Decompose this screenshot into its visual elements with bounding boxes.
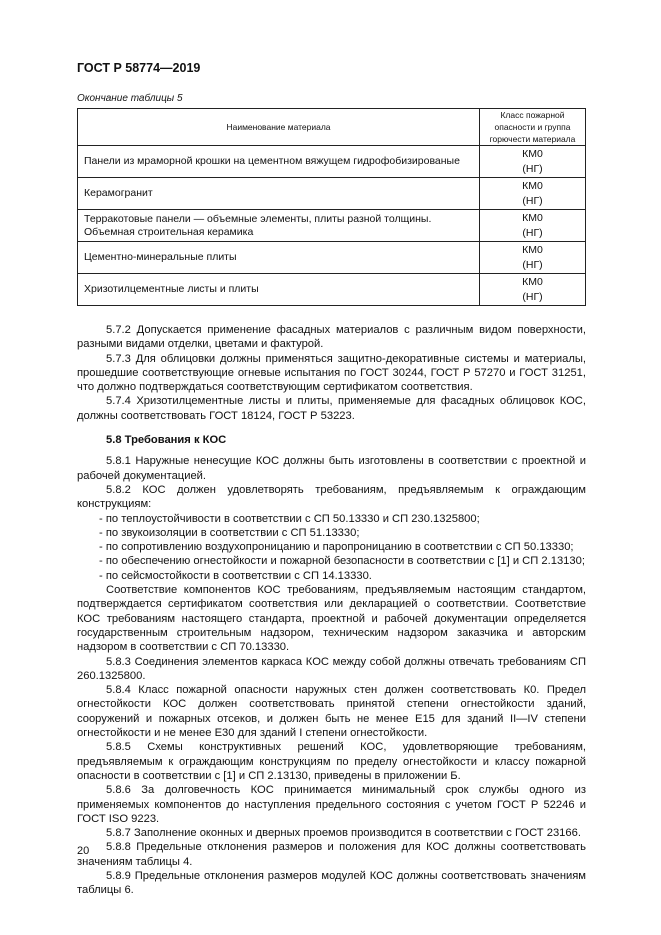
flammability-group: (НГ): [522, 258, 543, 271]
paragraph-5-8-4: 5.8.4 Класс пожарной опасности наружных стен должен соответствовать К0. Предел огнестойкости КОС должен соответствовать принятой степени огнестойкости зданий, сооружений и пожарных отсеков, и должен быть не менее Е15 для зданий II—IV степени огнестойкости и не менее Е30 для зданий I степени огнестойкости.: [77, 684, 586, 740]
flammability-group: (НГ): [522, 162, 543, 175]
materials-table: [77, 108, 586, 306]
flammability-group: (НГ): [522, 226, 543, 239]
paragraph-5-8-1: 5.8.1 Наружные ненесущие КОС должны быть изготовлены в соответствии с проектной и рабочей документацией.: [77, 455, 586, 482]
document-body: [77, 323, 586, 898]
paragraph-5-8-3: 5.8.3 Соединения элементов каркаса КОС между собой должны отвечать требованиям СП 260.1325800.: [77, 655, 586, 682]
table-row: [78, 274, 586, 306]
paragraph-5-8-5: 5.8.5 Схемы конструктивных решений КОС, удовлетворяющие требованиям, предъявляемым к ограждающим конструкциям по пределу огнестойкости и классу пожарной опасности в соответствии с [1] и СП 2.13130, приведены в приложении Б.: [77, 741, 586, 782]
flammability-group: (НГ): [522, 290, 543, 303]
material-name-line-1: Терракотовые панели — объемные элементы, плиты разной толщины.: [84, 212, 432, 225]
material-name: Хризотилцементные листы и плиты: [78, 274, 480, 306]
table-caption: Окончание таблицы 5: [77, 93, 183, 104]
material-class-cell: [480, 210, 586, 242]
list-item: - по сопротивлению воздухопроницанию и паропроницанию в соответствии с СП 50.13330;: [99, 541, 574, 554]
material-class-cell: [480, 242, 586, 274]
material-class-cell: [480, 274, 586, 306]
fire-class: КМ0: [522, 243, 543, 256]
table-row: [78, 242, 586, 274]
paragraph-compliance: Соответствие компонентов КОС требованиям, предъявляемым настоящим стандартом, подтверждается сертификатом соответствия или декларацией о соответствии. Соответствие КОС требованиям настоящего стандарта, проектной и рабочей документации определяется государственным строительным надзором, техническим надзором заказчика и авторским надзором в соответствии с СП 70.13330.: [77, 584, 586, 654]
material-name: Панели из мраморной крошки на цементном вяжущем гидрофобизированые: [78, 146, 480, 178]
material-name: Керамогранит: [78, 178, 480, 210]
material-name: Цементно-минеральные плиты: [78, 242, 480, 274]
section-heading-5-8: 5.8 Требования к КОС: [106, 434, 227, 447]
list-item: - по обеспечению огнестойкости и пожарной безопасности в соответствии с [1] и СП 2.13130;: [99, 555, 585, 568]
paragraph-5-8-2: 5.8.2 КОС должен удовлетворять требованиям, предъявляемым к ограждающим конструкциям:: [77, 483, 586, 511]
fire-class: КМ0: [522, 179, 543, 192]
material-class-cell: [480, 178, 586, 210]
paragraph-5-8-9: 5.8.9 Предельные отклонения размеров модулей КОС должны соответствовать значениям таблицы 6.: [77, 869, 586, 897]
paragraph-5-8-8: 5.8.8 Предельные отклонения размеров и положения для КОС должны соответствовать значениям таблицы 4.: [77, 841, 586, 868]
list-item: - по сейсмостойкости в соответствии с СП 14.13330.: [99, 569, 372, 582]
fire-class: КМ0: [522, 211, 543, 224]
page-number: 20: [77, 845, 90, 857]
fire-class: КМ0: [522, 275, 543, 288]
document-code: ГОСТ Р 58774—2019: [77, 61, 201, 75]
paragraph-5-8-6: 5.8.6 За долговечность КОС принимается минимальный срок службы одного из применяемых компонентов до наступления предельного состояния с учетом ГОСТ Р 52246 и ГОСТ ISO 9223.: [77, 784, 586, 825]
table-row: [78, 178, 586, 210]
fire-class: КМ0: [522, 147, 543, 160]
material-name: [78, 210, 480, 242]
list-item: - по звукоизоляции в соответствии с СП 51.13330;: [99, 526, 360, 539]
table-header-row: [78, 109, 586, 146]
column-header-class: Класс пожарной опасности и группа горючести материала: [480, 109, 586, 146]
table-row: [78, 146, 586, 178]
paragraph-5-7-3: 5.7.3 Для облицовки должны применяться защитно-декоративные системы и материалы, прошедшие соответствующие огневые испытания по ГОСТ 30244, ГОСТ Р 57270 и ГОСТ 31251, что должно подтверждаться соответствующим сертификатом соответствия.: [77, 352, 586, 394]
material-class-cell: [480, 146, 586, 178]
list-item: - по теплоустойчивости в соответствии с СП 50.13330 и СП 230.1325800;: [99, 512, 480, 525]
flammability-group: (НГ): [522, 194, 543, 207]
paragraph-5-7-2: 5.7.2 Допускается применение фасадных материалов с различным видом поверхности, разными видами отделки, цветами и фактурой.: [77, 324, 586, 351]
paragraph-5-8-7: 5.8.7 Заполнение оконных и дверных проемов производится в соответствии с ГОСТ 23166.: [106, 827, 581, 840]
column-header-name: Наименование материала: [78, 109, 480, 146]
table-row: [78, 210, 586, 242]
paragraph-5-7-4: 5.7.4 Хризотилцементные листы и плиты, применяемые для фасадных облицовок КОС, должны соответствовать ГОСТ 18124, ГОСТ Р 53223.: [77, 395, 586, 422]
material-name-line-2: Объемная строительная керамика: [84, 225, 254, 238]
